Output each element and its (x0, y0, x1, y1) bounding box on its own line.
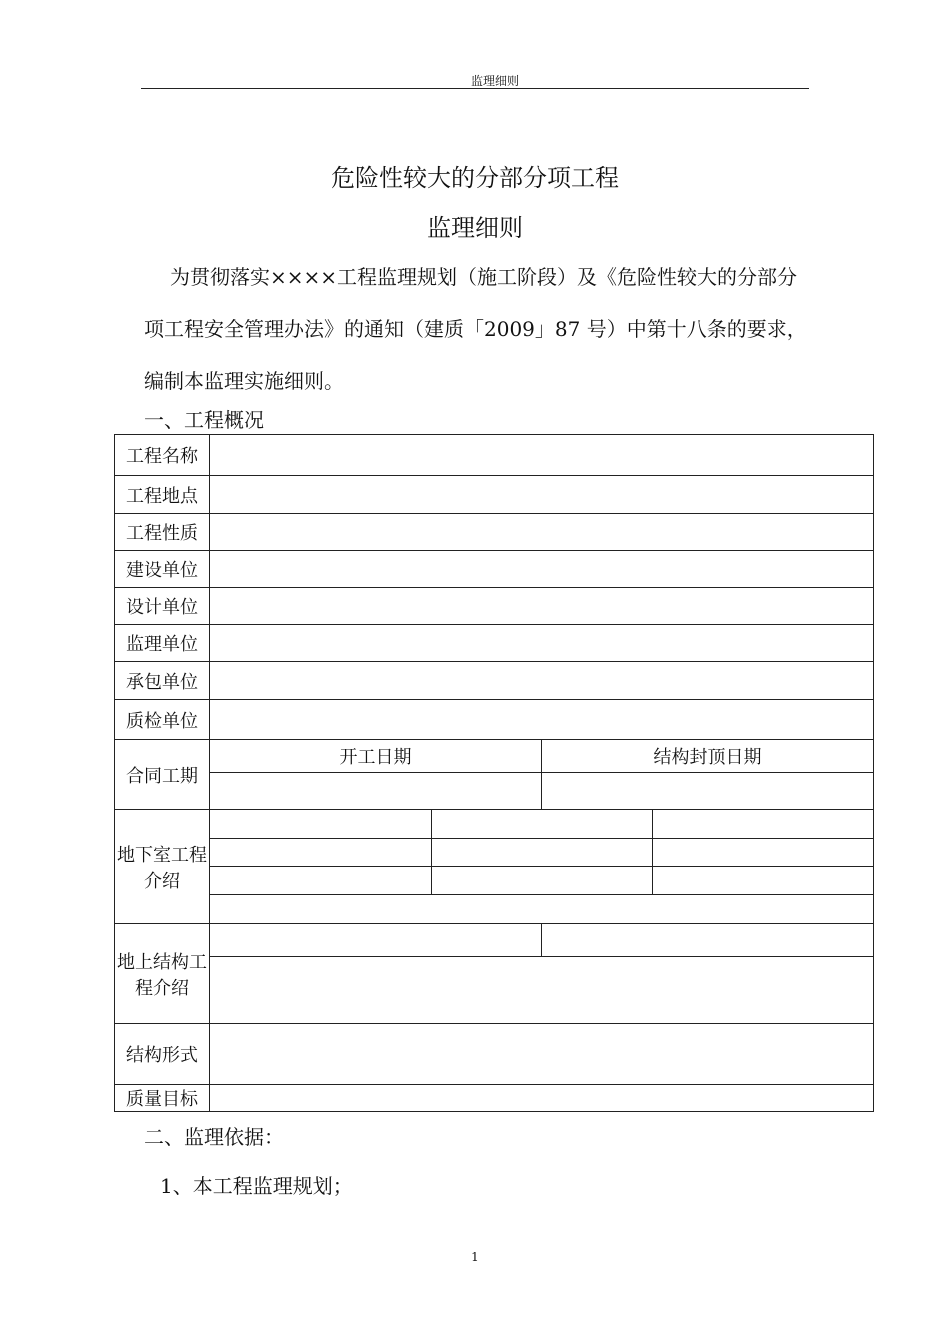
project-location-value (210, 476, 874, 514)
grid-cell (210, 894, 873, 923)
supervision-unit-value (210, 625, 874, 662)
page-header: 监理细则 (470, 74, 519, 88)
row-label: 质检单位 (115, 700, 210, 740)
structure-form-label: 结构形式 (115, 1024, 210, 1085)
project-nature-value (210, 514, 874, 551)
row-label: 建设单位 (115, 551, 210, 588)
grid-cell (210, 838, 431, 866)
project-overview-table (114, 434, 874, 1112)
row-label: 工程地点 (115, 476, 210, 514)
section-heading-overview: 一、工程概况 (144, 408, 264, 432)
grid-cell (431, 838, 652, 866)
intro-paragraph: 为贯彻落实××××工程监理规划（施工阶段）及《危险性较大的分部分项工程安全管理办法》的通知（建质「2009」87 号）中第十八条的要求，编制本监理实施细则。 (144, 265, 807, 393)
grid-cell (210, 866, 431, 894)
basement-intro-label: 地下室工程介绍 (115, 810, 210, 924)
row-label: 工程名称 (115, 435, 210, 476)
grid-cell (431, 810, 652, 838)
above-ground-intro-label: 地上结构工程介绍 (115, 924, 210, 1024)
above-ground-intro-cell (210, 924, 874, 1024)
grid-cell (542, 924, 874, 956)
start-date-label: 开工日期 (210, 740, 542, 772)
grid-cell (652, 838, 873, 866)
basement-subtable (210, 810, 873, 923)
grid-cell (431, 866, 652, 894)
quality-target-value (210, 1085, 874, 1112)
project-name-value (210, 435, 874, 476)
page-number: 1 (471, 1250, 479, 1264)
row-label: 设计单位 (115, 588, 210, 625)
contract-period-label: 合同工期 (115, 740, 210, 810)
owner-unit-value (210, 551, 874, 588)
row-label: 承包单位 (115, 662, 210, 700)
quality-inspection-unit-value (210, 700, 874, 740)
row-label: 监理单位 (115, 625, 210, 662)
design-unit-value (210, 588, 874, 625)
grid-cell (652, 866, 873, 894)
row-label: 工程性质 (115, 514, 210, 551)
topping-date-value (542, 772, 874, 809)
quality-target-label: 质量目标 (115, 1085, 210, 1112)
header-rule (141, 88, 809, 89)
structure-form-value (210, 1024, 874, 1085)
contractor-unit-value (210, 662, 874, 700)
topping-date-label: 结构封顶日期 (542, 740, 874, 772)
contract-period-subtable (210, 740, 873, 809)
grid-cell (652, 810, 873, 838)
grid-cell (210, 924, 542, 956)
grid-cell (210, 810, 431, 838)
document-subtitle: 监理细则 (427, 214, 523, 242)
above-ground-subtable (210, 924, 873, 1023)
start-date-value (210, 772, 542, 809)
basis-item-1: 1、本工程监理规划； (160, 1174, 353, 1198)
grid-cell (210, 956, 873, 1023)
document-title: 危险性较大的分部分项工程 (331, 164, 619, 192)
section-heading-basis: 二、监理依据： (144, 1125, 284, 1149)
contract-period-cell (210, 740, 874, 810)
basement-intro-cell (210, 810, 874, 924)
